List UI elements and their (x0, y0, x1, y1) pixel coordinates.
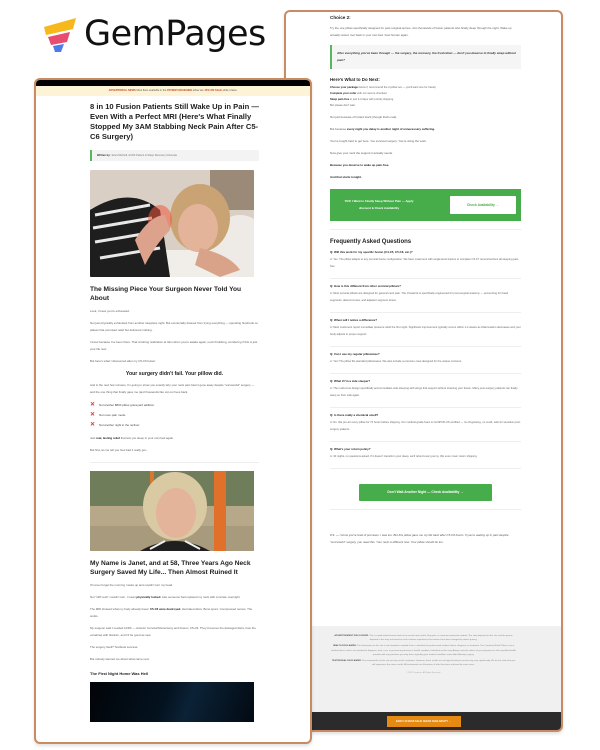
janet-photo (90, 471, 254, 551)
right-content (286, 15, 561, 546)
faq-item (330, 352, 521, 374)
red-x-icon: ✕ (90, 422, 96, 428)
faq-answer: A: Most cervical pillows are designed for general neck pain. The Ornaterra is specifically engineered for post-surgical anatomy — accounting for fused segments, altered curves, and adjacent segment stress. (330, 292, 509, 302)
faq-question: Q: Can I use my regular pillowcase? (330, 352, 380, 356)
body-paragraph: And in the next few minutes, I'm going to show you exactly why your neck pain hasn't gone away despite "successful" surgery — and the one thing that finally gave me (and thousands like us) our lives back. (90, 383, 255, 394)
red-x-icon: ✕ (90, 412, 96, 418)
gempages-logo-text: GemPages (84, 14, 266, 54)
tonight-text: And that starts tonight. (330, 175, 362, 179)
missing-piece-heading: The Missing Piece Your Surgeon Never Told You About (90, 286, 242, 302)
health-disclaimer: HEALTH DISCLAIMER: The information on this site is not intended or implied to be a substitute for professional medical advice, diagnosis or treatment. The Ornaterra Relief Pillow is not a medical device and is not intended to diagnose, treat, cure, or prevent any disease or health condition. Individual results vary. Always seek the advice of your physician or other qualified health provider with any questions you may have regarding your medical condition, especially following surgery. (331, 645, 516, 656)
janet-photo-illustration (90, 471, 254, 551)
body-paragraph: I know because I've been there. That crushing realization at 3am when you're awake again, neck throbbing, wondering if this is just your life now. (90, 340, 258, 351)
gempages-logo-mark-icon (42, 15, 78, 53)
sticky-footer-bar (286, 712, 561, 730)
body-paragraph: Not just physically exhausted from another sleepless night. But emotionally drained from trying everything — spending hundreds on pillows that promised relief but delivered nothing. (90, 321, 258, 332)
next-steps-list (330, 85, 521, 109)
x-list-item: ✕ Not another $800 pillow graveyard addition. (90, 402, 155, 408)
divider (90, 462, 259, 463)
faq-item (330, 379, 521, 408)
faq-title: Frequently Asked Questions (330, 239, 412, 245)
faq-item (330, 413, 521, 442)
body-paragraph: Look, I know you're exhausted. (90, 309, 130, 313)
disclaimer-section (286, 626, 561, 712)
pull-quote: After everything you've been through — the surgery, the recovery, the frustration — don't you deserve to finally sleep without pain? (330, 45, 521, 69)
stock-text: Not just because of limited stock (though that's real). (330, 115, 398, 119)
x-list-item: ✕ Not more pain meds. (90, 412, 126, 418)
faq-item (330, 250, 521, 279)
postscript: P.S. — I know you're tired of promises. I was too. But this pillow gave me my life back after C5-C6 fusion. If you're waking up in pain despite "successful" surgery, you need this. Your neck is different now. Your pillow should be too. (330, 533, 509, 544)
announcement-banner: ADVERTORIAL NEWS Most fliers available in the PATIENT-DESIGNED pillow are 40% ON SALE while it lasts. (36, 86, 310, 96)
faq-question: Q: When will I notice a difference? (330, 318, 378, 322)
gempages-logo (42, 14, 266, 54)
next-steps-title: Here's What to Do Next: (330, 77, 380, 82)
support-text: Now give your neck the support it actually needs. (330, 151, 393, 155)
testimonial-disclaimer: TESTIMONIAL DISCLAIMER: The testimonials on this site are from actual customers. However, these results are not typical and your results may vary significantly. We do not claim that you will experience the same results. All testimonials are illustrative of what has been achieved by some users. (331, 660, 516, 667)
copyright: © 2025 Ornaterra. All Rights Reserved. (406, 672, 441, 675)
deserve-text: Because you deserve to wake up pain-free. (330, 163, 390, 167)
janet-story-heading: My Name is Janet, and at 58, Three Years Ago Neck Surgery Saved My Life... Then Almost Ruined It (90, 560, 251, 576)
early-access-button[interactable]: EARLY ACCESS SALE! CHECK AVAILABILITY → (387, 716, 461, 727)
ad-disclosure: ADVERTISEMENT DISCLOSURE: This is a paid advertisement and not an actual news article, blog post, or consumer protection update. The story depicted on this site and the person depicted in the story are based on real customer experiences but names have been changed to protect privacy. (334, 635, 513, 642)
byline: Written by: Janet Mitchell, ACDF Patient & Sleep Recovery Advocate (90, 150, 259, 161)
divider (330, 509, 521, 510)
relief-paragraph: Just real, lasting relief that lets you sleep in your own bed again. (90, 436, 174, 440)
step-item: Choose your package below (I recommend the 2-pillow set — you'll want one for travel) (330, 86, 436, 89)
faq-item (330, 284, 521, 313)
neck-pain-photo-illustration (90, 170, 254, 277)
night-photo (90, 682, 254, 722)
landing-page-preview-bottom[interactable] (284, 10, 563, 732)
dont-wait-cta-button[interactable]: Don't Wait Another Night — Check Availability → (359, 484, 492, 501)
faq-answer: A: Yes. The pillow adapts to any cervical fusion configuration. We have customers with single-level fusions to complete C3-C7 reconstructions all sleeping pain-free. (330, 258, 520, 268)
faq-answer: A: The multi-zone design specifically accommodates side sleeping with wings that support without straining your fusion. Many post-surgery patients can finally sleep on their side again. (330, 387, 518, 397)
faq-question: Q: Is there really a chemical smell? (330, 413, 379, 417)
dont-wait-text: But please don't wait. (330, 104, 356, 107)
left-content (36, 102, 310, 722)
choice-title: Choice 2: (330, 15, 351, 20)
faq-answer: A: No. We pre-air every pillow for 72 hours before shipping. Our medical-grade foam is CertiPUR-US certified — no off-gassing, no smell, safe for sensitive post-surgery patients. (330, 421, 521, 431)
body-paragraph: My surgeon said I needed ACDF — Anterior Cervical Discectomy and Fusion. C5-C6. They'd remove the damaged discs, fuse the vertebrae with titanium, and I'd be good as new. (90, 626, 256, 637)
body-paragraph: The surgery itself? Textbook success. (90, 645, 139, 649)
faq-question: Q: How is this different from other cervical pillows? (330, 284, 401, 288)
first-night-heading: The First Night Home Was Hell (90, 671, 149, 676)
delay-text: But because every night you delay is another night of unnecessary suffering. (330, 127, 435, 131)
article-headline: 8 in 10 Fusion Patients Still Wake Up in Pain — Even With a Perfect MRI (Here's What Finally Stopped My 3AM Stabbing Neck Pain After C5-C6 Surgery) (90, 102, 259, 141)
red-x-icon: ✕ (90, 402, 96, 408)
landing-page-preview-top[interactable] (34, 78, 312, 744)
faq-item (330, 318, 521, 347)
step-item: Sleep pain-free in just 2-3 days with priority shipping (330, 98, 394, 101)
lead-in-paragraph: But first, let me tell you how bad it really got... (90, 448, 149, 452)
neck-pain-photo (90, 170, 254, 277)
body-paragraph: But here's what I discovered after my C5-C6 fusion: (90, 359, 156, 363)
not-another-list (90, 400, 259, 430)
faq-question: Q: Will this work for my specific fusion (C4-C5, C5-C6, etc.)? (330, 250, 413, 254)
body-paragraph: But nobody warned me about what came next. (90, 657, 150, 661)
x-list-item: ✕ Not another night in the recliner. (90, 422, 140, 428)
check-availability-button[interactable]: Check Availability → (450, 196, 516, 214)
faq-answer: A: Yes! The pillow fits standard pillowcases. We also include a premium case designed for the unique contours. (330, 360, 462, 363)
cta-box (330, 189, 521, 221)
step-item: Complete your order with our secure checkout (330, 92, 387, 95)
choice-text: Try the one pillow specifically designed for post-surgical spines. Join thousands of fusion patients who finally sleep through the night. Wake up actually rested. Get back in your own bed. Feel human again. (330, 26, 512, 37)
faq-answer: A: Most customers report immediate pressure relief the first night. Significant improvement typically occurs within 1-2 weeks as inflammation decreases and your body adjusts to proper support. (330, 326, 521, 336)
faq-question: Q: What if I'm a side sleeper? (330, 379, 371, 383)
cta-box-text[interactable]: YES! I Want to Finally Sleep Without Pain — Apply discount & Check Availability (344, 199, 414, 210)
callout-statement: Your surgery didn't fail. Your pillow did. (125, 371, 224, 377)
faq-question: Q: What's your return policy? (330, 447, 371, 451)
fought-text: You've fought hard to get here. You survived surgery. You're doing the work. (330, 139, 427, 143)
body-paragraph: I'll never forget the morning I woke up and couldn't turn my head. (90, 583, 173, 587)
body-paragraph: The MRI showed what my body already knew: C5-C6 were destroyed. Herniated discs. Bone spurs. Compressed nerves. The works. (90, 607, 253, 618)
faq-answer: A: 30 nights, no questions asked. If it doesn't transform your sleep, we'll refund every penny. We even cover return shipping. (330, 455, 478, 458)
body-paragraph: Not "stiff neck" couldn't turn. I mean physically locked. Like someone had replaced my neck with concrete overnight. (90, 595, 241, 599)
divider (330, 229, 521, 230)
faq-item (330, 447, 521, 469)
